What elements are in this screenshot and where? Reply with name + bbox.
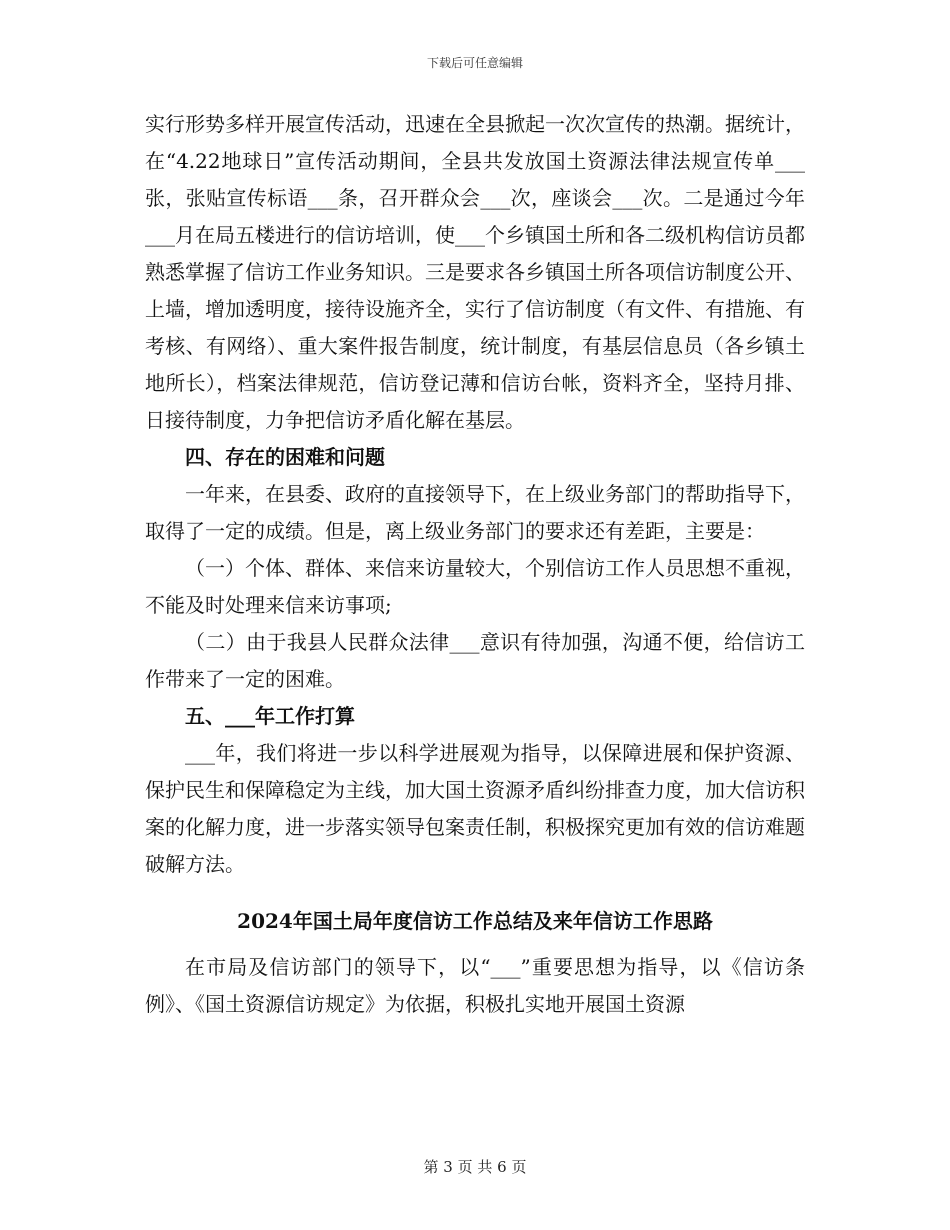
paragraph-publicity: 实行形势多样开展宣传活动，迅速在全县掀起一次次宣传的热潮。据统计，在“4.22地球日”宣传活动期间，全县共发放国土资源法律法规宣传单___张，张贴宣传标语___条，召开群众会___次，座谈会___次。二是通过今年___月在局五楼进行的信访培训，使___个乡镇国土所和各二级机构信访员都熟悉掌握了信访工作业务知识。三是要求各乡镇国土所各项信访制度公开、上墙，增加透明度，接待设施齐全，实行了信访制度（有文件、有措施、有考核、有网络）、重大案件报告制度，统计制度，有基层信息员（各乡镇土地所长），档案法律规范，信访登记薄和信访台帐，资料齐全，坚持月排、日接待制度，力争把信访矛盾化解在基层。 — [145, 112, 805, 432]
paragraph-plan: ___年，我们将进一步以科学进展观为指导，以保障进展和保护资源、保护民生和保障稳定为主线，加大国土资源矛盾纠纷排查力度，加大信访积案的化解力度，进一步落实领导包案责任制，积极探究更加有效的信访难题破解方法。 — [145, 741, 805, 876]
paragraph-intro: 在市局及信访部门的领导下，以“___”重要思想为指导，以《信访条例》、《国土资源信访规定》为依据，积极扎实地开展国土资源 — [145, 955, 805, 1016]
document-body — [145, 106, 805, 1023]
page-number: 第 3 页 共 6 页 — [423, 1158, 527, 1176]
document-title: 2024年国土局年度信访工作总结及来年信访工作思路 — [237, 909, 713, 933]
paragraph-achievements: 一年来，在县委、政府的直接领导下，在上级业务部门的帮助指导下，取得了一定的成绩。但是，离上级业务部门的要求还有差距，主要是： — [145, 482, 805, 543]
page-header: 下载后可任意编辑 — [426, 56, 523, 70]
section-heading-difficulties: 四、存在的困难和问题 — [185, 445, 385, 469]
list-item-problem-1: （一）个体、群体、来信来访量较大，个别信访工作人员思想不重视，不能及时处理来信来访事项; — [145, 556, 805, 617]
section-heading-plan: 五、___年工作打算 — [185, 704, 355, 728]
list-item-problem-2: （二）由于我县人民群众法律___意识有待加强，沟通不便，给信访工作带来了一定的困难。 — [145, 630, 805, 691]
